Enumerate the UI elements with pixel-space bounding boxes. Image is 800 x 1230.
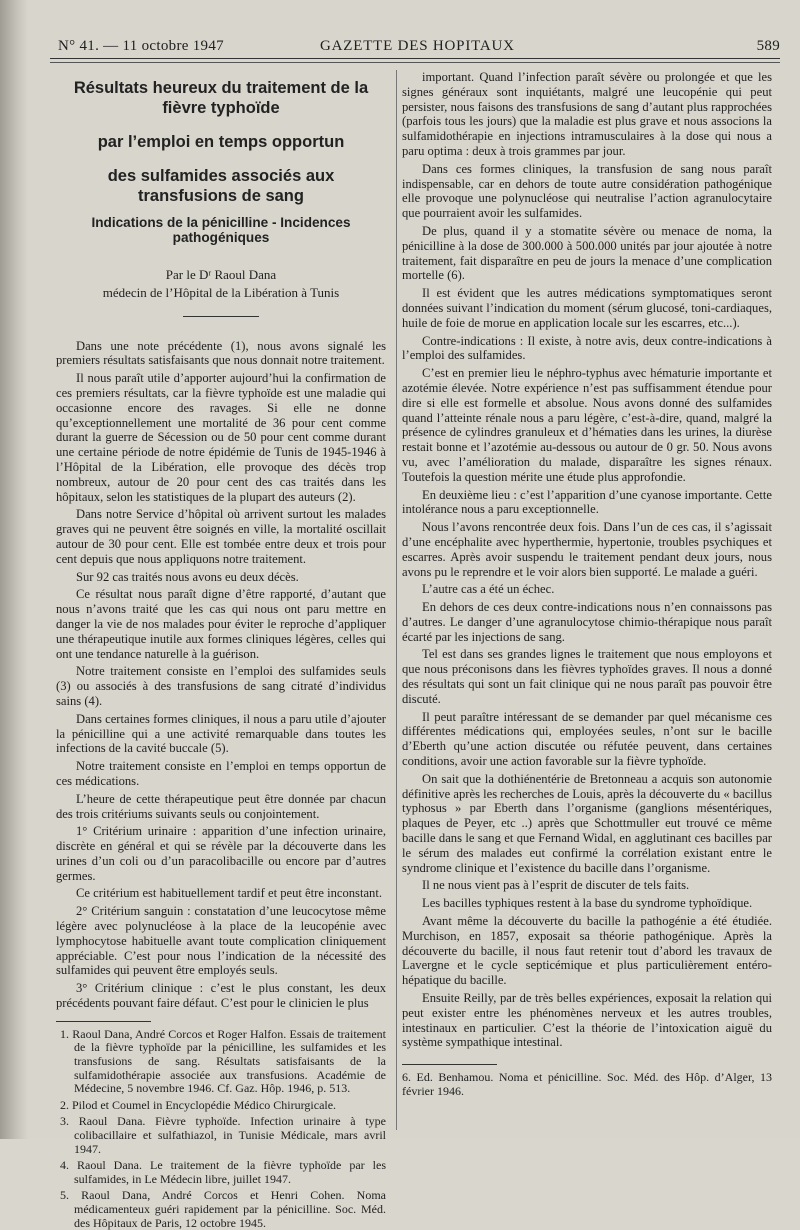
paragraph: 1° Critérium urinaire : apparition d’une infection urinaire, discrète en général et qui se révèle par la découverte dans les urines d’un coli ou d’un paracolibacille ou encore par d’autres germes. xyxy=(56,824,386,883)
paragraph: L’heure de cette thérapeutique peut être donnée par chacun des trois critériums suivants seuls ou conjointement. xyxy=(56,791,386,821)
paragraph: Notre traitement consiste en l’emploi des sulfamides seuls (3) ou associés à des transfusions de sang citraté d’individus sains (4). xyxy=(56,664,386,708)
paragraph: En dehors de ces deux contre-indications nous n’en connaissons pas d’autres. Le danger d’une agranulocytose chimio-thérapique nous paraît écarté par les injections de sang. xyxy=(402,600,772,644)
footnote: 4. Raoul Dana. Le traitement de la fièvre typhoïde par les sulfamides, in Le Médecin libre, juillet 1947. xyxy=(60,1158,386,1186)
paragraph: Dans une note précédente (1), nous avons signalé les premiers résultats satisfaisants que nous donnait notre traitement. xyxy=(56,338,386,368)
paragraph: C’est en premier lieu le néphro-typhus avec hématurie importante et azotémie élevée. Notre expérience n’est pas suffisamment étendue pour dire si elle est formelle et absolue. Nous avons donné des sulfamides quand l’atteinte rénale nous a paru légère, c’est-à-dire, quand, malgré la présence de cylindres granuleux et d’hématies dans les urines, la diurèse restait bonne et l’azotémie au-dessous ou autour de 0 gr. 50. Nous avons vu, avec l’amélioration du malade, disparaître les signes rénaux. Toutefois la question mérite une étude plus approfondie. xyxy=(402,366,772,484)
paragraph: Il peut paraître intéressant de se demander par quel mécanisme ces différentes médications qui, employées seules, n’ont sur le bacille d’Eberth qu’une action discutée ou réfutée peuvent, dans certaines conditions, avoir une action favorable sur la fièvre typhoïde. xyxy=(402,709,772,769)
footnote: 1. Raoul Dana, André Corcos et Roger Halfon. Essais de traitement de la fièvre typhoïde par la pénicilline, les sulfamides et les transfusions de sang. Résultats satisfaisants de la sulfamidothérapie associée aux transfusions. Académie de Médecine, 5 novembre 1946. Cf. Gaz. Hôp. 1946, p. 513. xyxy=(60,1026,386,1096)
paragraph: Les bacilles typhiques restent à la base du syndrome typhoïdique. xyxy=(422,896,753,911)
paragraph: Ce critérium est habituellement tardif et peut être inconstant. xyxy=(76,886,382,901)
issue-number: N° 41. — 11 octobre 1947 xyxy=(58,38,224,54)
title-line: des sulfamides associés aux transfusions de sang xyxy=(107,167,335,205)
paragraph: Ensuite Reilly, par de très belles expériences, exposait la relation qui peut exister entre les phénomènes nerveux et les autres troubles, intestinaux en particulier. C’est la théorie de l’intoxication aiguë du système sympathique intestinal. xyxy=(402,991,772,1050)
right-body-text xyxy=(402,70,772,1050)
title-separator xyxy=(183,316,259,317)
paragraph: Dans notre Service d’hôpital où arrivent surtout les malades graves qui ne peuvent être soignés en ville, la mortalité oscillait autour de 30 pour cent. Elle est tombée entre deux et trois pour cent depuis que nous appliquons notre traitement. xyxy=(56,507,386,566)
paragraph: 2° Critérium sanguin : constatation d’une leucocytose même légère avec polynucléose à la place de la leucopénie avec lymphocytose habituelle avant toute complication cliniquement appréciable. C’est pour nous l’indication de la nécessité des sulfamides qui peuvent être employés seuls. xyxy=(56,904,386,978)
paragraph: Notre traitement consiste en l’emploi en temps opportun de ces médications. xyxy=(56,759,386,788)
paragraph: On sait que la dothiénentérie de Bretonneau a acquis son autonomie définitive après les recherches de Louis, après la découverte du « bacillus typhosus » par Eberth dans l’organisme (ganglions mésentériques, plaques de Peyer, etc ..) après que Schottmuller eut trouvé ce même bacille dans le sang et que Fernand Widal, en agglutinant ces bacilles par le sérum des malades eut confirmé la corrélation existant entre le syndrome clinique et l’existence du bacille dans l’organisme. xyxy=(402,771,772,875)
paragraph: Sur 92 cas traités nous avons eu deux décès. xyxy=(76,569,299,584)
paragraph: Tel est dans ses grandes lignes le traitement que nous employons et que nous préconisons dans les fièvres typhoïdes graves. Il nous a donné des résultats qui sont un fait clinique qui ne nous paraît pas pouvoir être discuté. xyxy=(402,647,772,706)
title-line: Résultats heureux du traitement de la fièvre typhoïde xyxy=(73,79,369,117)
footnote: 5. Raoul Dana, André Corcos et Henri Cohen. Noma médicamenteux guéri rapidement par la pénicilline. Soc. Méd. des Hôpitaux de Paris, 12 octobre 1945. xyxy=(60,1188,386,1230)
author-affiliation: médecin de l’Hôpital de la Libération à Tunis xyxy=(102,284,340,300)
right-column xyxy=(402,70,772,1098)
footnote: 2. Pilod et Coumel in Encyclopédie Médico Chirurgicale. xyxy=(60,1097,337,1112)
footnote: 6. Ed. Benhamou. Noma et pénicilline. Soc. Méd. des Hôp. d’Alger, 13 février 1946. xyxy=(402,1070,772,1098)
title-line: par l’emploi en temps opportun xyxy=(97,133,345,151)
paragraph: De plus, quand il y a stomatite sévère ou menace de noma, la pénicilline à la dose de 300.000 à 500.000 unités par jour ajoutée à notre traitement, fait disparaître en peu de jours la menace d’une complication mortelle (6). xyxy=(402,223,772,283)
author-line: Par le Dʳ Raoul Dana xyxy=(165,266,277,282)
page-number: 589 xyxy=(756,38,780,54)
paragraph: important. Quand l’infection paraît sévère ou prolongée et que les signes généraux sont inquiétants, malgré une leucopénie qui peut persister, nous faisons des transfusions de sang d’autant plus rapprochées (parfois tous les jours) que la maladie est plus grave et nous associons la sulfamidothérapie en injections intramusculaires à la dose qui nous a paru optima : deux à trois grammes par jour. xyxy=(402,70,772,158)
footnote: 3. Raoul Dana. Fièvre typhoïde. Infection urinaire à type colibacillaire et sulfathiazol, in Tunisie Médicale, mars avril 1947. xyxy=(60,1114,386,1156)
right-footnotes xyxy=(402,1071,772,1098)
header-rule-thin xyxy=(50,62,780,63)
article-subtitle: Indications de la pénicilline - Incidences pathogéniques xyxy=(91,215,351,245)
paragraph: Dans certaines formes cliniques, il nous a paru utile d’ajouter la pénicilline qui a une activité remarquable dans toutes les infections de la cavité buccale (5). xyxy=(56,711,386,756)
footnote-rule xyxy=(56,1021,151,1022)
page-header xyxy=(58,38,780,60)
paragraph: En deuxième lieu : c’est l’apparition d’une cyanose importante. Cette intolérance nous a paru exceptionnelle. xyxy=(402,487,772,517)
binding-gutter xyxy=(0,0,28,1139)
footnote-rule xyxy=(402,1064,497,1065)
column-divider xyxy=(396,70,397,1130)
paragraph: Il ne nous vient pas à l’esprit de discuter de tels faits. xyxy=(422,878,690,893)
article-title xyxy=(56,78,386,206)
journal-name: GAZETTE DES HOPITAUX xyxy=(320,38,515,54)
paragraph: Nous l’avons rencontrée deux fois. Dans l’un de ces cas, il s’agissait d’une encéphalite avec hyperthermie, hypertonie, troubles psychiques et escarres. Après avoir suspendu le traitement pendant deux jours, nous avons pu le reprendre et le voir alors bien supporté. Le malade a guéri. xyxy=(402,520,772,579)
paragraph: Contre-indications : Il existe, à notre avis, deux contre-indications à l’emploi des sulfamides. xyxy=(402,333,772,363)
header-rule xyxy=(50,58,780,59)
paragraph: L’autre cas a été un échec. xyxy=(422,582,555,597)
left-column xyxy=(56,78,386,1230)
paragraph: Il nous paraît utile d’apporter aujourd’hui la confirmation de ces premiers résultats, car la fièvre typhoïde est une maladie qui occasionne encore des ravages. Si elle ne donne qu’exceptionnellement une mortalité de 36 pour cent comme durant la guerre de Sécession ou de 50 pour cent comme durant une certaine période de notre épidémie de Tunis de 1945-1946 à l’Hôpital de la Libération, elle provoque des décès trop nombreux, autour de 20 pour cent des cas traités dans les hôpitaux, selon les statistiques de la plupart des auteurs (2). xyxy=(56,371,386,504)
paragraph: Dans ces formes cliniques, la transfusion de sang nous paraît indispensable, car en dehors de toute autre considération pathogénique elle provoque une polynucléose qui neutralise l’action agranulocytaire que pourraient avoir les sulfamides. xyxy=(402,161,772,221)
paragraph: Il est évident que les autres médications symptomatiques seront données suivant l’indication du moment (sérum glucosé, toni-cardiaques, huile de foie de morue en application locale sur les escarres, etc...). xyxy=(402,286,772,330)
paragraph: Avant même la découverte du bacille la pathogénie a été étudiée. Murchison, en 1857, exposait sa théorie pathogénique. Après la découverte du bacille, il nous faut retenir tout d’abord les travaux de Lavergne et le cycle septicémique et plus particulièrement entéro-hépatique du bacille. xyxy=(402,914,772,988)
left-footnotes xyxy=(56,1028,386,1230)
left-body-text xyxy=(56,339,386,1011)
paragraph: Ce résultat nous paraît digne d’être rapporté, d’autant que nous n’avons traité que les cas qui nous ont paru mettre en danger la vie de nos malades pour éviter le reproche d’appliquer une thérapeutique inutile aux formes cliniques légères, celles qui ont une tendance naturelle à la guérison. xyxy=(56,587,386,661)
byline xyxy=(56,266,386,302)
paragraph: 3° Critérium clinique : c’est le plus constant, les deux précédents pouvant faire défaut. C’est pour le clinicien le plus xyxy=(56,981,386,1011)
